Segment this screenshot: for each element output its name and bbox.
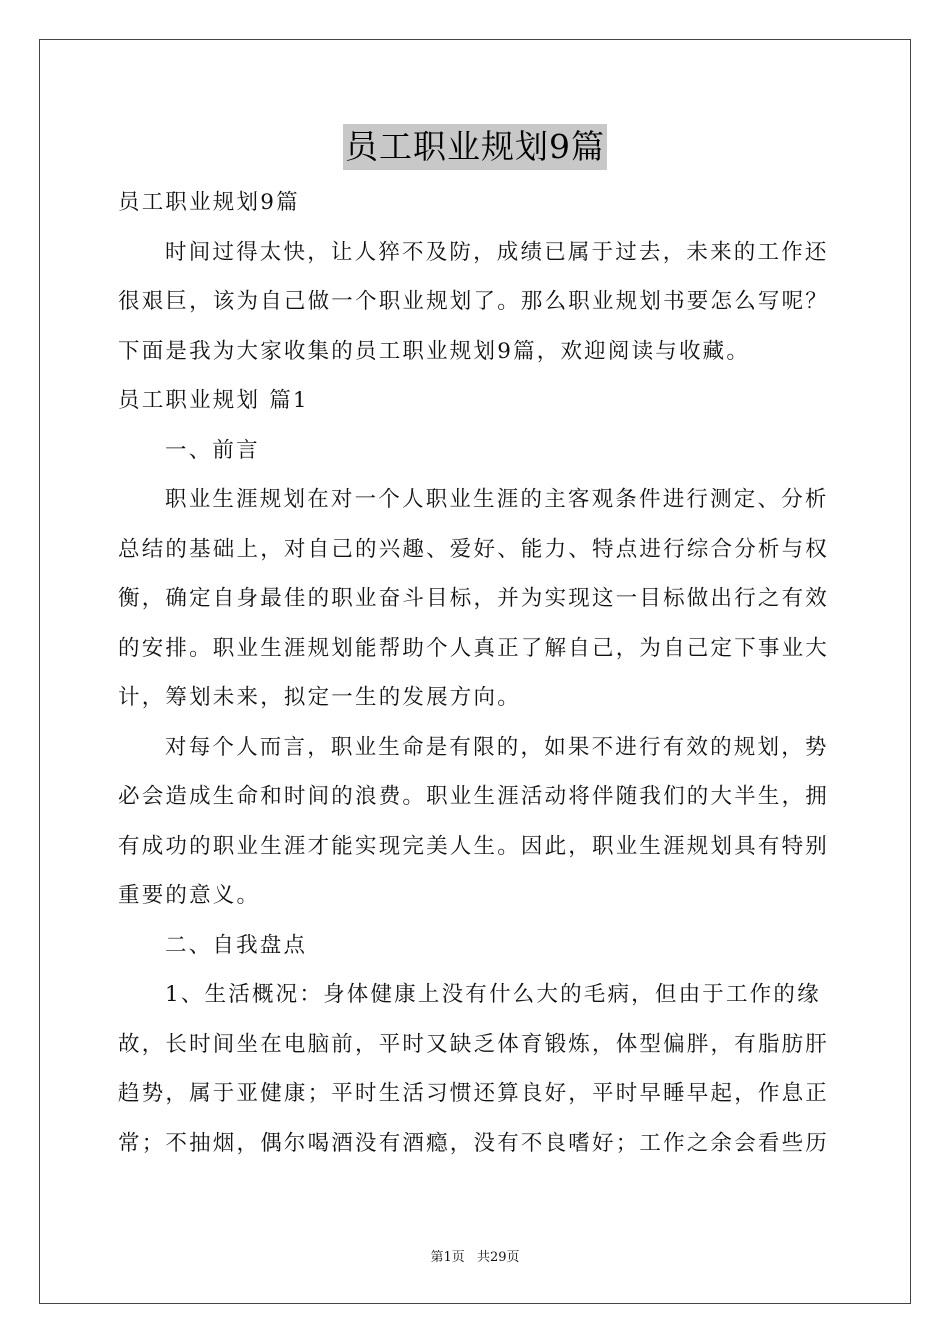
text-line: 时间过得太快，让人猝不及防，成绩已属于过去，未来的工作还 <box>165 239 829 265</box>
document-body <box>118 178 836 1168</box>
text-line: 有成功的职业生涯才能实现完美人生。因此，职业生涯规划具有特别 <box>118 833 830 859</box>
title-area <box>0 124 950 170</box>
text-line: 很艰巨，该为自己做一个职业规划了。那么职业规划书要怎么写呢？ <box>118 289 830 314</box>
text-line: 故，长时间坐在电脑前，平时又缺乏体育锻炼，体型偏胖，有脂肪肝 <box>118 1031 830 1057</box>
text-line: 重要的意义。 <box>118 883 261 908</box>
text-line: 二、自我盘点 <box>165 932 308 958</box>
text-line: 计，筹划未来，拟定一生的发展方向。 <box>118 685 521 710</box>
page-footer <box>0 1246 950 1265</box>
text-line: 员工职业规划9篇 <box>118 190 300 215</box>
document-title: 员工职业规划9篇 <box>343 124 607 170</box>
text-line: 衡，确定自身最佳的职业奋斗目标，并为实现这一目标做出行之有效 <box>118 586 830 611</box>
text-line: 职业生涯规划在对一个人职业生涯的主客观条件进行测定、分析 <box>165 487 829 512</box>
page-number: 第1页 <box>430 1250 465 1265</box>
text-line: 员工职业规划 篇1 <box>118 388 309 413</box>
text-line: 总结的基础上，对自己的兴趣、爱好、能力、特点进行综合分析与权 <box>118 536 830 562</box>
text-line: 一、前言 <box>165 437 260 463</box>
text-line: 对每个人而言，职业生命是有限的，如果不进行有效的规划，势 <box>165 734 829 760</box>
text-line: 下面是我为大家收集的员工职业规划9篇，欢迎阅读与收藏。 <box>118 338 751 364</box>
text-line: 趋势，属于亚健康；平时生活习惯还算良好，平时早睡早起，作息正 <box>118 1081 830 1106</box>
text-line: 1、生活概况：身体健康上没有什么大的毛病，但由于工作的缘 <box>165 982 821 1007</box>
page-total: 共29页 <box>476 1250 520 1265</box>
text-line: 的安排。职业生涯规划能帮助个人真正了解自己，为自己定下事业大 <box>118 635 830 661</box>
text-line: 必会造成生命和时间的浪费。职业生涯活动将伴随我们的大半生，拥 <box>118 784 830 809</box>
text-line: 常；不抽烟，偶尔喝酒没有酒瘾，没有不良嗜好；工作之余会看些历 <box>118 1130 830 1156</box>
